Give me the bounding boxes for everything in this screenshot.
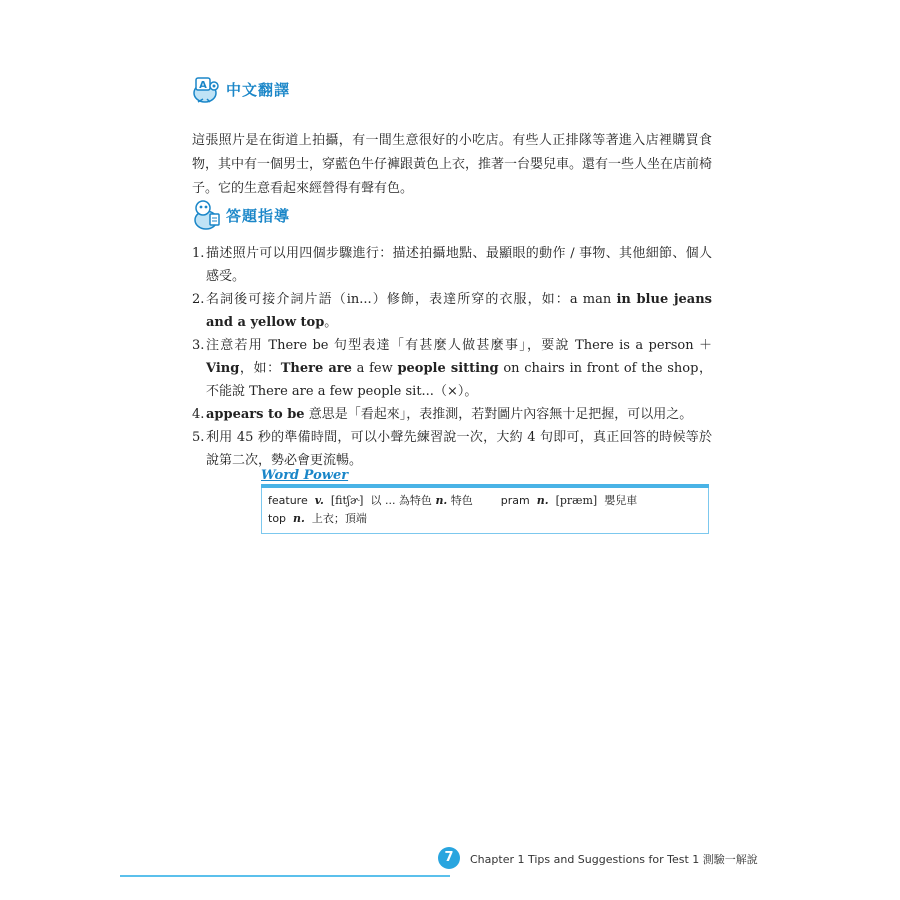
- mascot-thinking-icon: [190, 198, 224, 232]
- running-footer-title: Chapter 1 Tips and Suggestions for Test 1 測驗一解說: [470, 853, 758, 866]
- vocab-word: pram: [500, 494, 530, 507]
- item-bold-text: appears to be: [206, 407, 305, 422]
- guide-item-4: [192, 403, 712, 426]
- translation-title: 中文翻譯: [226, 80, 291, 99]
- vocab-word: top: [268, 512, 287, 525]
- item-number: 2.: [192, 292, 205, 307]
- vocab-meaning: 嬰兒車: [604, 494, 638, 507]
- guide-list: [192, 242, 712, 472]
- item-text: ，如：: [239, 361, 281, 376]
- word-power-content: [261, 488, 709, 534]
- guide-heading: [190, 198, 290, 232]
- guide-item-3: [192, 334, 712, 403]
- item-bold-text: in blue jeans and a yellow top: [206, 292, 712, 330]
- mascot-reading-icon: [190, 72, 224, 106]
- vocab-entry-feature: [268, 492, 473, 510]
- item-text: 名詞後可接介詞片語（in...）修飾，表達所穿的衣服，如：a man: [206, 292, 617, 307]
- item-number: 4.: [192, 407, 205, 422]
- guide-item-5: [192, 426, 712, 472]
- item-bold-text: There are: [280, 361, 352, 376]
- vocab-ipa: [præm]: [555, 494, 598, 507]
- vocab-word: feature: [268, 494, 308, 507]
- vocab-meaning: 上衣；頂端: [311, 512, 367, 525]
- item-text: 描述照片可以用四個步驟進行：描述拍攝地點、最顯眼的動作 / 事物、其他細節、個人感受。: [206, 246, 712, 284]
- vocab-entry-pram: [501, 492, 637, 510]
- item-text: 。: [324, 315, 338, 330]
- translation-heading: [190, 72, 290, 106]
- vocab-entry-top: [268, 510, 367, 528]
- vocab-pos: v.: [314, 494, 324, 507]
- item-bold-text: Ving: [206, 361, 240, 376]
- vocab-pos: n.: [293, 512, 305, 525]
- vocab-pos: n.: [435, 494, 448, 507]
- vocab-ipa: [fitʃɚ]: [330, 494, 364, 507]
- item-text: 意思是「看起來」，表推測，若對圖片內容無十足把握，可以用之。: [304, 407, 693, 422]
- item-number: 1.: [192, 246, 205, 261]
- footer-rule: [120, 875, 450, 877]
- word-power-box: [261, 468, 709, 536]
- translation-paragraph: 這張照片是在街道上拍攝，有一間生意很好的小吃店。有些人正排隊等著進入店裡購買食物，其中有一個男士，穿藍色牛仔褲跟黃色上衣，推著一台嬰兒車。還有一些人坐在店前椅子。它的生意看起來經營得有聲有色。: [192, 133, 713, 196]
- guide-item-2: [192, 288, 712, 334]
- word-power-row: [268, 510, 702, 528]
- vocab-meaning: 以 ... 為特色: [370, 494, 432, 507]
- item-number: 5.: [192, 430, 205, 445]
- vocab-pos: n.: [536, 494, 549, 507]
- item-text: a few: [351, 361, 398, 376]
- word-power-title: Word Power: [261, 468, 349, 483]
- vocab-meaning: 特色: [450, 494, 473, 507]
- item-bold-text: people sitting: [397, 361, 499, 376]
- guide-title: 答題指導: [226, 206, 291, 225]
- guide-item-1: [192, 242, 712, 288]
- item-text: 利用 45 秒的準備時間，可以小聲先練習說一次，大約 4 句即可，真正回答的時候等於說第二次，勢必會更流暢。: [206, 430, 712, 468]
- item-number: 3.: [192, 338, 205, 353]
- item-text: 注意若用 There be 句型表達「有甚麼人做甚麼事」，要說 There is a person ＋: [206, 338, 712, 353]
- word-power-row: [268, 492, 702, 510]
- item-text: on chairs in front of the shop，不能說 There are a few people sit...（×）。: [206, 361, 713, 399]
- svg-text:A: A: [199, 80, 207, 91]
- page-number-badge: 7: [438, 847, 460, 869]
